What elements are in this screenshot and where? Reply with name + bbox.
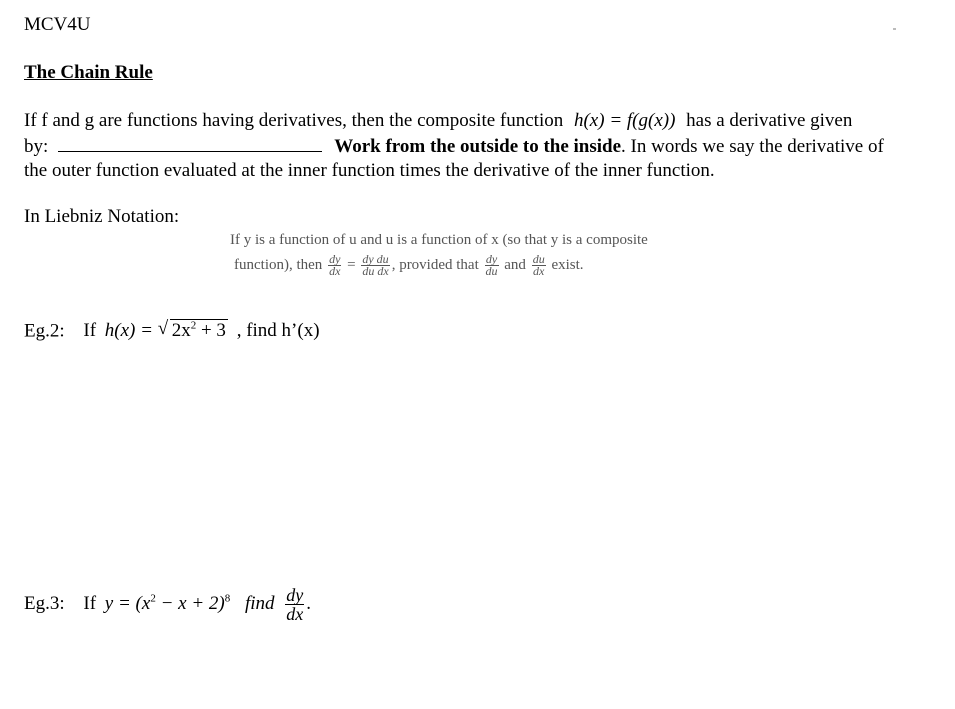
liebniz-line-2: [234, 254, 584, 277]
intro-line-3: the outer function evaluated at the inner function times the derivative of the inner function.: [24, 160, 715, 181]
exist-word: exist.: [551, 256, 584, 273]
example-3-exponent-2: 2: [150, 592, 156, 605]
radicand-exponent: 2: [190, 320, 197, 332]
example-3-period: .: [306, 592, 312, 614]
example-2: [24, 320, 320, 342]
course-code: MCV4U: [24, 14, 91, 35]
intro-line-1-end: has a derivative given: [686, 110, 853, 131]
liebniz-label: In Liebniz Notation:: [24, 206, 180, 227]
example-2-if: If: [83, 320, 97, 342]
liebniz-line-2-mid: , provided that: [391, 256, 479, 273]
example-3-find: find: [244, 592, 275, 614]
square-root: √ $2x^2 + 3$: [157, 318, 226, 342]
radicand-constant: + 3: [196, 320, 226, 342]
liebniz-line-1: If y is a function of u and u is a function of x (so that y is a composite: [230, 232, 648, 248]
example-2-lhs: h(x) =: [104, 320, 158, 342]
fraction-dy-du: $\frac{dy}{du}$: [485, 252, 498, 278]
fraction-product: $\frac{\text{dy du}}{\text{du dx}}$: [362, 252, 389, 278]
example-2-label: Eg.2:: [24, 320, 65, 342]
outside-inside-rule: Work from the outside to the inside: [334, 136, 622, 157]
example-3-expr-end: − x + 2): [155, 592, 225, 614]
by-label: by:: [24, 136, 49, 157]
example-3-exponent-8: 8: [224, 592, 231, 605]
scan-mark: [893, 28, 896, 30]
radicand-term: 2x: [171, 320, 191, 342]
and-word: and: [504, 256, 526, 273]
example-3-label: Eg.3:: [24, 592, 65, 614]
page-title: The Chain Rule: [24, 62, 153, 83]
example-2-question: , find h’(x): [236, 320, 320, 342]
example-3-if: If: [83, 592, 97, 614]
intro-line-2-end: . In words we say the derivative of: [621, 136, 884, 157]
liebniz-definition: [230, 232, 648, 278]
answer-blank: [58, 137, 322, 152]
composite-formula: h(x) = f(g(x)): [573, 110, 676, 131]
example-3-expr-start: y = (x: [104, 592, 151, 614]
fraction-dy-dx: $\frac{dy}{dx}$: [329, 252, 341, 278]
intro-line-1: [24, 110, 852, 132]
equals-sign: =: [347, 256, 356, 273]
fraction-dy-dx-large: $\frac{dy}{dx}$: [286, 585, 304, 624]
intro-line-1-text: If f and g are functions having derivatives, then the composite function: [24, 110, 564, 131]
fraction-du-dx: $\frac{du}{dx}$: [532, 252, 545, 278]
intro-line-2: [24, 136, 884, 158]
example-3: [24, 586, 311, 623]
liebniz-line-2-start: function), then: [234, 256, 323, 273]
